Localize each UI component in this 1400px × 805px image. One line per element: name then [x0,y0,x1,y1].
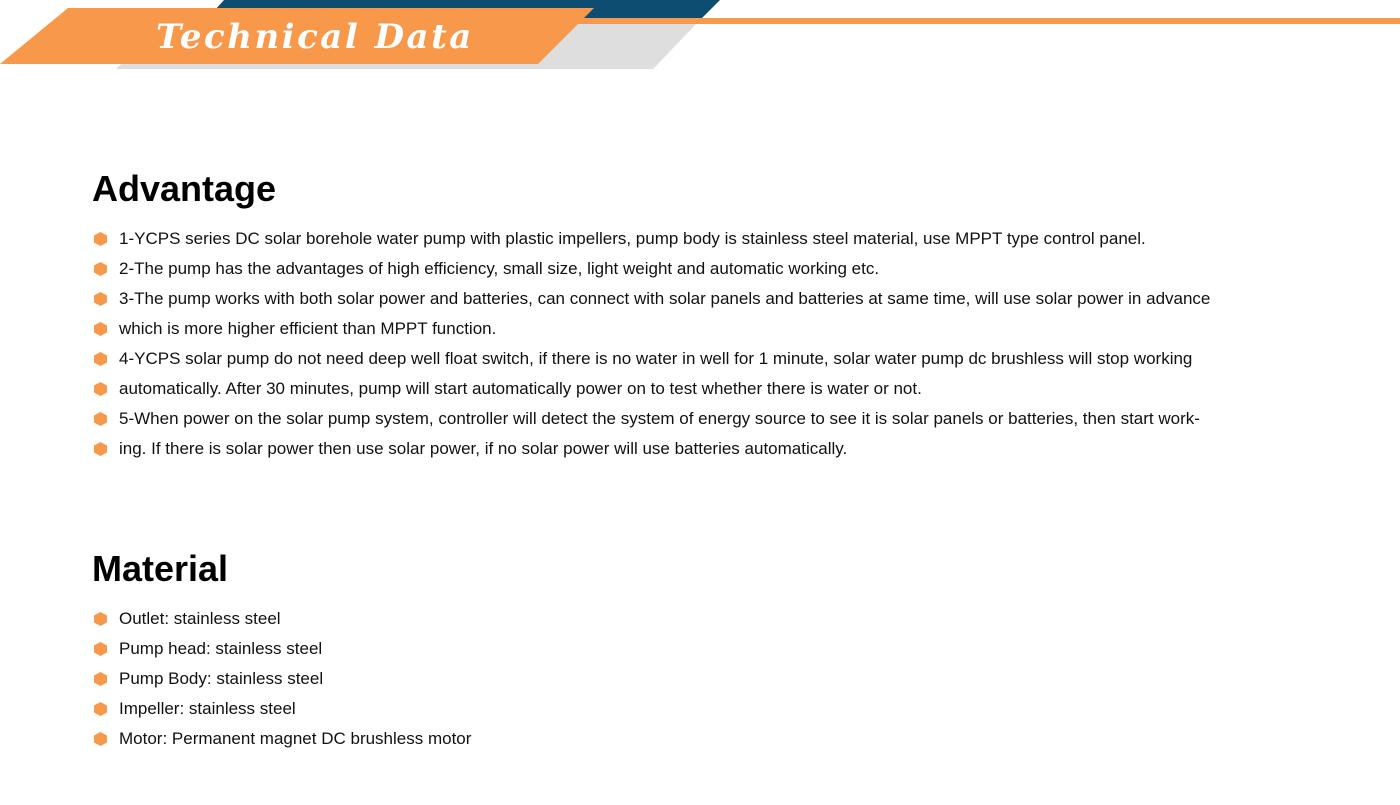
orange-hexagon-icon [94,322,107,336]
advantage-list [92,224,1210,464]
advantage-section [92,168,1312,458]
list-item [92,434,1210,464]
orange-hexagon-icon [94,292,107,306]
list-item-text: Impeller: stainless steel [119,699,296,718]
list-item-text: Pump head: stainless steel [119,639,323,658]
material-section [92,548,1312,748]
banner-title: Technical Data [156,17,474,57]
list-item-text: Pump Body: stainless steel [119,669,324,688]
list-item-text: ing. If there is solar power then use solar power, if no solar power will use batteries automatically. [119,439,848,458]
list-item-text: 4-YCPS solar pump do not need deep well float switch, if there is no water in well for 1 minute, solar water pump dc brushless will stop working [119,349,1193,368]
orange-hexagon-icon [94,672,107,686]
list-item [92,694,471,724]
list-item [92,344,1210,374]
list-item [92,284,1210,314]
banner-orange-line [560,18,1400,24]
list-item [92,254,1210,284]
orange-hexagon-icon [94,732,107,746]
orange-hexagon-icon [94,352,107,366]
list-item [92,404,1210,434]
list-item [92,314,1210,344]
list-item [92,374,1210,404]
list-item [92,724,471,754]
orange-hexagon-icon [94,442,107,456]
orange-hexagon-icon [94,642,107,656]
list-item-text: 2-The pump has the advantages of high efficiency, small size, light weight and automatic working etc. [119,259,880,278]
list-item-text: which is more higher efficient than MPPT function. [119,319,497,338]
header-banner [0,0,1400,80]
list-item-text: 5-When power on the solar pump system, controller will detect the system of energy source to see it is solar panels or batteries, then start work- [119,409,1200,428]
orange-hexagon-icon [94,262,107,276]
list-item-text: automatically. After 30 minutes, pump will start automatically power on to test whether there is water or not. [119,379,922,398]
list-item [92,604,471,634]
list-item-text: Motor: Permanent magnet DC brushless motor [119,729,472,748]
material-heading: Material [92,548,229,589]
orange-hexagon-icon [94,382,107,396]
advantage-heading: Advantage [92,168,277,209]
list-item-text: Outlet: stainless steel [119,609,281,628]
orange-hexagon-icon [94,612,107,626]
list-item-text: 3-The pump works with both solar power and batteries, can connect with solar panels and batteries at same time, will use solar power in advance [119,289,1211,308]
list-item [92,664,471,694]
orange-hexagon-icon [94,412,107,426]
list-item [92,634,471,664]
list-item [92,224,1210,254]
list-item-text: 1-YCPS series DC solar borehole water pump with plastic impellers, pump body is stainless steel material, use MPPT type control panel. [119,229,1146,248]
orange-hexagon-icon [94,232,107,246]
orange-hexagon-icon [94,702,107,716]
material-list [92,604,471,754]
